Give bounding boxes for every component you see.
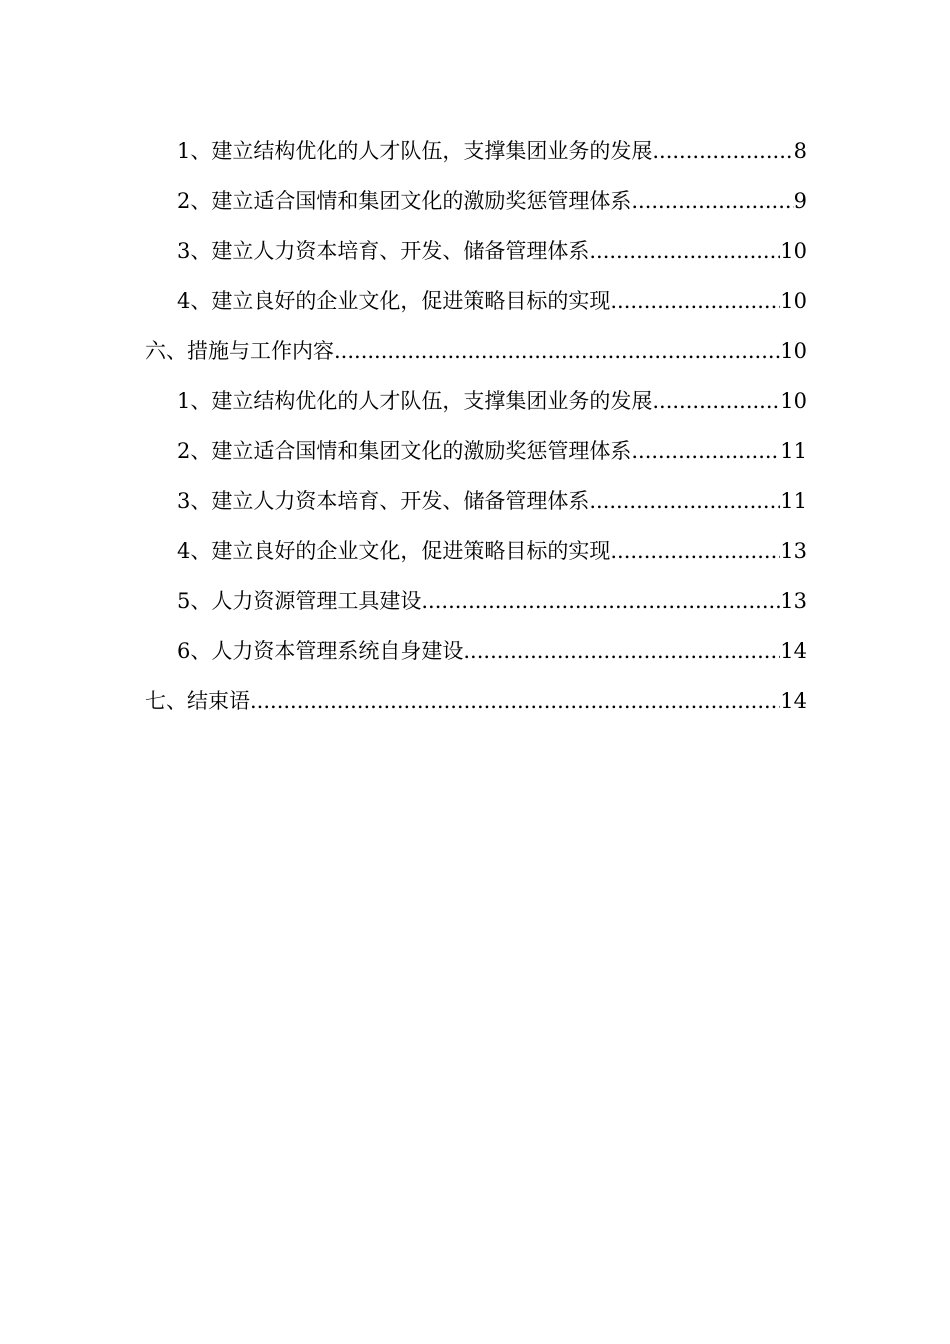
toc-dot-leader [334, 326, 780, 376]
toc-dot-leader [652, 126, 793, 176]
toc-page-number: 11 [780, 439, 807, 463]
toc-dot-leader [652, 376, 780, 426]
toc-page-number: 10 [780, 239, 807, 263]
toc-entry-label: 4、建立良好的企业文化，促进策略目标的实现 [177, 539, 611, 563]
toc-page-number: 14 [780, 689, 807, 713]
toc-dot-leader [610, 276, 780, 326]
toc-chapter-label: 七、结束语 [145, 689, 250, 713]
toc-chapter-entry[interactable] [145, 326, 807, 376]
toc-entry-label: 4、建立良好的企业文化，促进策略目标的实现 [177, 289, 611, 313]
toc-entry-label: 2、建立适合国情和集团文化的激励奖惩管理体系 [177, 439, 632, 463]
toc-dot-leader [610, 526, 780, 576]
toc-page-number: 14 [780, 639, 807, 663]
toc-entry-label: 3、建立人力资本培育、开发、储备管理体系 [177, 489, 590, 513]
toc-dot-leader [631, 176, 793, 226]
table-of-contents [145, 126, 807, 726]
toc-entry[interactable] [145, 376, 807, 426]
toc-entry[interactable] [145, 276, 807, 326]
toc-dot-leader [631, 426, 780, 476]
toc-entry[interactable] [145, 426, 807, 476]
toc-dot-leader [463, 626, 780, 676]
toc-entry-label: 3、建立人力资本培育、开发、储备管理体系 [177, 239, 590, 263]
toc-page-number: 10 [780, 339, 807, 363]
toc-entry[interactable] [145, 576, 807, 626]
toc-page-number: 13 [780, 539, 807, 563]
toc-chapter-entry[interactable] [145, 676, 807, 726]
toc-page-number: 9 [793, 189, 807, 213]
toc-entry-label: 5、人力资源管理工具建设 [177, 589, 422, 613]
toc-entry-label: 6、人力资本管理系统自身建设 [177, 639, 464, 663]
toc-page-number: 10 [780, 389, 807, 413]
toc-entry-label: 1、建立结构优化的人才队伍，支撑集团业务的发展 [177, 389, 653, 413]
toc-dot-leader [421, 576, 780, 626]
toc-entry[interactable] [145, 176, 807, 226]
toc-entry[interactable] [145, 526, 807, 576]
toc-page-number: 8 [793, 139, 807, 163]
toc-entry[interactable] [145, 626, 807, 676]
toc-entry[interactable] [145, 476, 807, 526]
toc-dot-leader [250, 676, 780, 726]
toc-dot-leader [589, 226, 780, 276]
toc-entry-label: 1、建立结构优化的人才队伍，支撑集团业务的发展 [177, 139, 653, 163]
toc-page-number: 10 [780, 289, 807, 313]
toc-entry[interactable] [145, 226, 807, 276]
toc-entry-label: 2、建立适合国情和集团文化的激励奖惩管理体系 [177, 189, 632, 213]
toc-chapter-label: 六、措施与工作内容 [145, 339, 334, 363]
toc-page-number: 11 [780, 489, 807, 513]
toc-page-number: 13 [780, 589, 807, 613]
toc-dot-leader [589, 476, 780, 526]
toc-entry[interactable] [145, 126, 807, 176]
